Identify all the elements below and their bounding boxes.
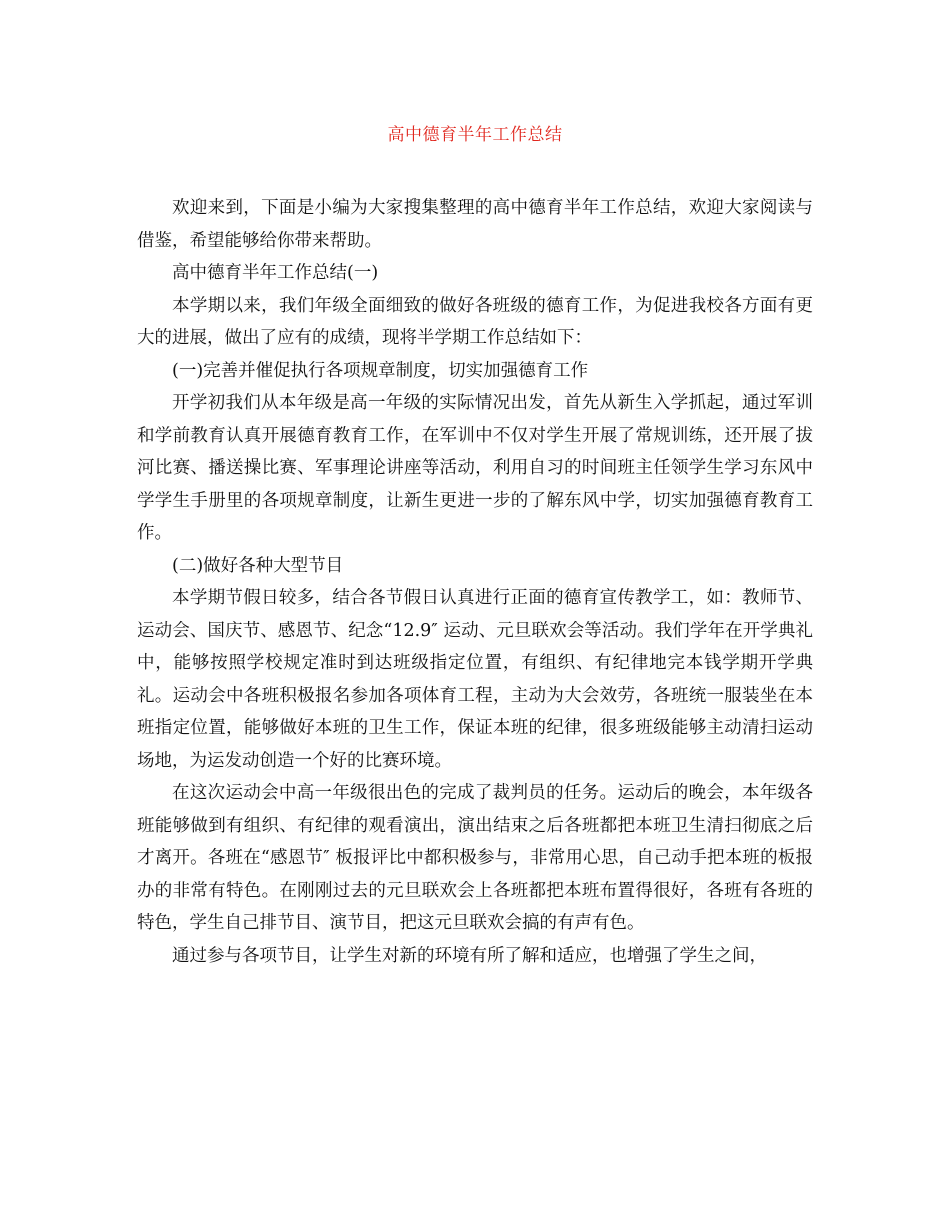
- paragraph-sports-meet: 在这次运动会中高一年级很出色的完成了裁判员的任务。运动后的晚会，本年级各班能够做到有组织、有纪律的观看演出，演出结束之后各班都把本班卫生清扫彻底之后才离开。各班在“感恩节″ 板报评比中都积极参与，非常用心思，自己动手把本班的板报办的非常有特色。在刚刚过去的元旦联欢会上各班都把本班布置得很好，各班有各班的特色，学生自己排节目、演节目，把这元旦联欢会搞的有声有色。: [137, 783, 813, 933]
- paragraph-holidays: 本学期节假日较多，结合各节假日认真进行正面的德育宣传教学工，如：教师节、运动会、国庆节、感恩节、纪念“12.9″ 运动、元旦联欢会等活动。我们学年在开学典礼中，能够按照学校规定准时到达班级指定位置，有组织、有纪律地完本钱学期开学典礼。运动会中各班积极报名参加各项体育工程，主动为大会效劳，各班统一服装坐在本班指定位置，能够做好本班的卫生工作，保证本班的纪律，很多班级能够主动清扫运动场地，为运发动创造一个好的比赛环境。: [137, 588, 813, 771]
- section-heading-events: (二)做好各种大型节目: [172, 555, 344, 576]
- paragraph-intro: 欢迎来到，下面是小编为大家搜集整理的高中德育半年工作总结，欢迎大家阅读与借鉴，希望能够给你带来帮助。: [137, 198, 813, 251]
- paragraph-adaptation: 通过参与各项节目，让学生对新的环境有所了解和适应，也增强了学生之间，: [172, 945, 767, 966]
- document-title: 高中德育半年工作总结: [387, 125, 563, 145]
- paragraph-overview: 本学期以来，我们年级全面细致的做好各班级的德育工作，为促进我校各方面有更大的进展，做出了应有的成绩，现将半学期工作总结如下：: [137, 295, 813, 348]
- paragraph-military-training: 开学初我们从本年级是高一年级的实际情况出发，首先从新生入学抓起，通过军训和学前教育认真开展德育教育工作，在军训中不仅对学生开展了常规训练，还开展了拔河比赛、播送操比赛、军事理论讲座等活动，利用自习的时间班主任领学生学习东风中学学生手册里的各项规章制度，让新生更进一步的了解东风中学，切实加强德育教育工作。: [137, 393, 813, 543]
- section-heading-summary-one: 高中德育半年工作总结(一): [172, 263, 379, 283]
- document-body: [137, 192, 813, 972]
- section-heading-rules: (一)完善并催促执行各项规章制度，切实加强德育工作: [172, 360, 589, 381]
